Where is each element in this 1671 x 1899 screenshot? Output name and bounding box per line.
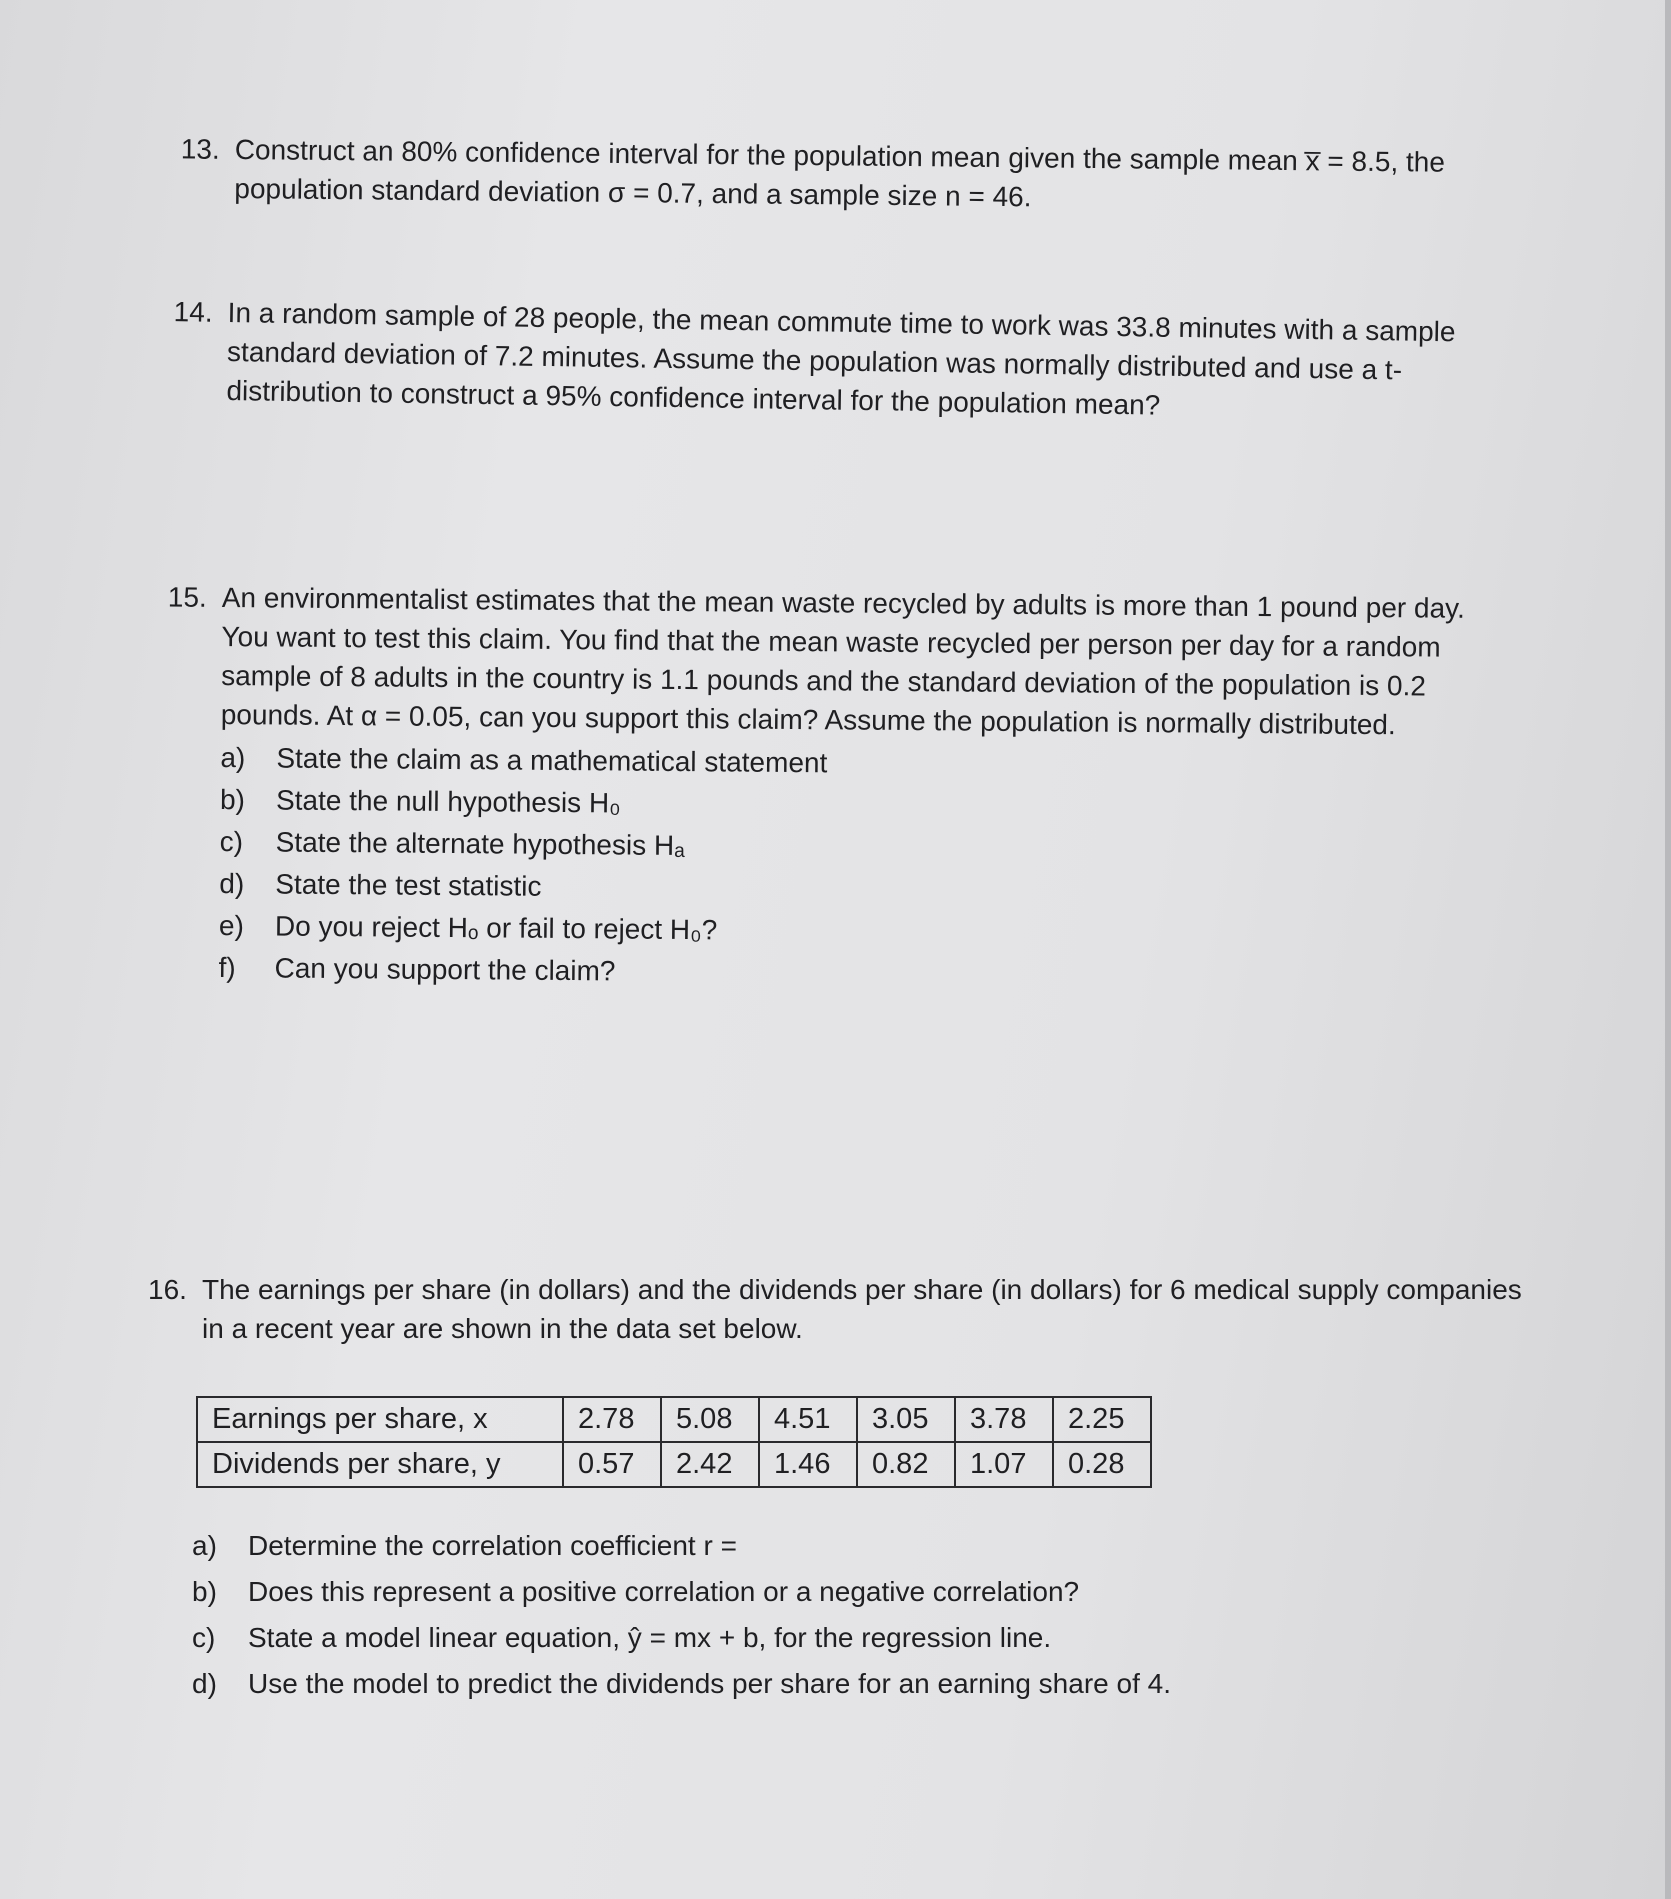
problem-16 bbox=[148, 1270, 1522, 1710]
table-row-label: Earnings per share, x bbox=[197, 1397, 563, 1442]
table-cell: 1.46 bbox=[759, 1442, 857, 1487]
table-row-label: Dividends per share, y bbox=[197, 1442, 563, 1487]
subquestion-letter: f) bbox=[218, 951, 236, 984]
problem-number: 15. bbox=[167, 581, 207, 613]
subquestion-b bbox=[192, 1572, 1522, 1618]
subquestion-text: State a model linear equation, ŷ = mx + b, for the regression line. bbox=[248, 1622, 1052, 1653]
table-cell: 2.42 bbox=[661, 1442, 759, 1487]
subquestion-list bbox=[192, 1526, 1522, 1710]
subquestion-text: Use the model to predict the dividends per share for an earning share of 4. bbox=[248, 1668, 1171, 1699]
problem-number: 16. bbox=[148, 1274, 187, 1305]
subquestion-c bbox=[192, 1618, 1522, 1664]
subquestion-text: Does this represent a positive correlation or a negative correlation? bbox=[248, 1576, 1080, 1607]
subquestion-letter: b) bbox=[219, 783, 246, 816]
table-cell: 1.07 bbox=[955, 1442, 1053, 1487]
subquestion-a bbox=[192, 1526, 1522, 1572]
problem-15 bbox=[167, 578, 1492, 1001]
subquestion-letter: a) bbox=[220, 741, 246, 774]
problem-text: In a random sample of 28 people, the mean commute time to work was 33.8 minutes with a sample standard deviation of 7.2 minutes. Assume the population was normally distributed and use a t-distribution to construct a 95% confidence interval for the population mean? bbox=[226, 296, 1456, 421]
problem-text: An environmentalist estimates that the mean waste recycled by adults is more than 1 pound per day. You want to test this claim. You find that the mean waste recycled per person per day for a random sample of 8 adults in the country is 1.1 pounds and the standard deviation of the population is 0.2 pounds. At α = 0.05, can you support this claim? Assume the population is normally distributed. bbox=[220, 581, 1465, 741]
subquestion-letter: d) bbox=[192, 1668, 217, 1699]
table-cell: 2.78 bbox=[563, 1397, 661, 1442]
table-row-earnings bbox=[197, 1397, 1151, 1442]
subquestion-letter: c) bbox=[192, 1622, 216, 1653]
table-cell: 0.82 bbox=[857, 1442, 955, 1487]
table-cell: 0.57 bbox=[563, 1442, 661, 1487]
subquestion-d bbox=[192, 1664, 1522, 1710]
table-row-dividends bbox=[197, 1442, 1151, 1487]
subquestion-text: State the test statistic bbox=[275, 868, 542, 902]
table-cell: 0.28 bbox=[1053, 1442, 1151, 1487]
data-table-wrapper bbox=[196, 1396, 1522, 1488]
subquestion-list bbox=[218, 738, 1490, 1001]
subquestion-letter: c) bbox=[219, 825, 244, 858]
table-cell: 5.08 bbox=[661, 1397, 759, 1442]
table-cell: 3.78 bbox=[955, 1397, 1053, 1442]
problem-text: Construct an 80% confidence interval for the population mean given the sample mean x̅ = 8.5, the population standard deviation σ = 0.7, and a sample size n = 46. bbox=[234, 133, 1446, 213]
subquestion-text: State the alternate hypothesis Hₐ bbox=[275, 826, 685, 862]
subquestion-letter: e) bbox=[218, 909, 245, 942]
subquestion-letter: a) bbox=[192, 1530, 217, 1561]
subquestion-letter: d) bbox=[219, 867, 245, 900]
table-cell: 3.05 bbox=[857, 1397, 955, 1442]
data-table bbox=[196, 1396, 1152, 1488]
subquestion-letter: b) bbox=[192, 1576, 217, 1607]
subquestion-text: Can you support the claim? bbox=[274, 952, 616, 987]
subquestion-text: State the claim as a mathematical statement bbox=[276, 742, 828, 779]
subquestion-text: State the null hypothesis H₀ bbox=[275, 784, 621, 819]
page-edge-shadow bbox=[1665, 0, 1671, 1899]
table-cell: 4.51 bbox=[759, 1397, 857, 1442]
problem-text: The earnings per share (in dollars) and the dividends per share (in dollars) for 6 medical supply companies in a recent year are shown in the data set below. bbox=[202, 1274, 1522, 1344]
table-cell: 2.25 bbox=[1053, 1397, 1151, 1442]
problem-number: 14. bbox=[173, 296, 213, 328]
problem-13 bbox=[180, 130, 1465, 221]
problem-number: 13. bbox=[180, 133, 220, 165]
subquestion-text: Determine the correlation coefficient r = bbox=[248, 1530, 737, 1561]
problem-14 bbox=[173, 293, 1478, 430]
subquestion-text: Do you reject Hₒ or fail to reject H₀? bbox=[274, 910, 718, 946]
